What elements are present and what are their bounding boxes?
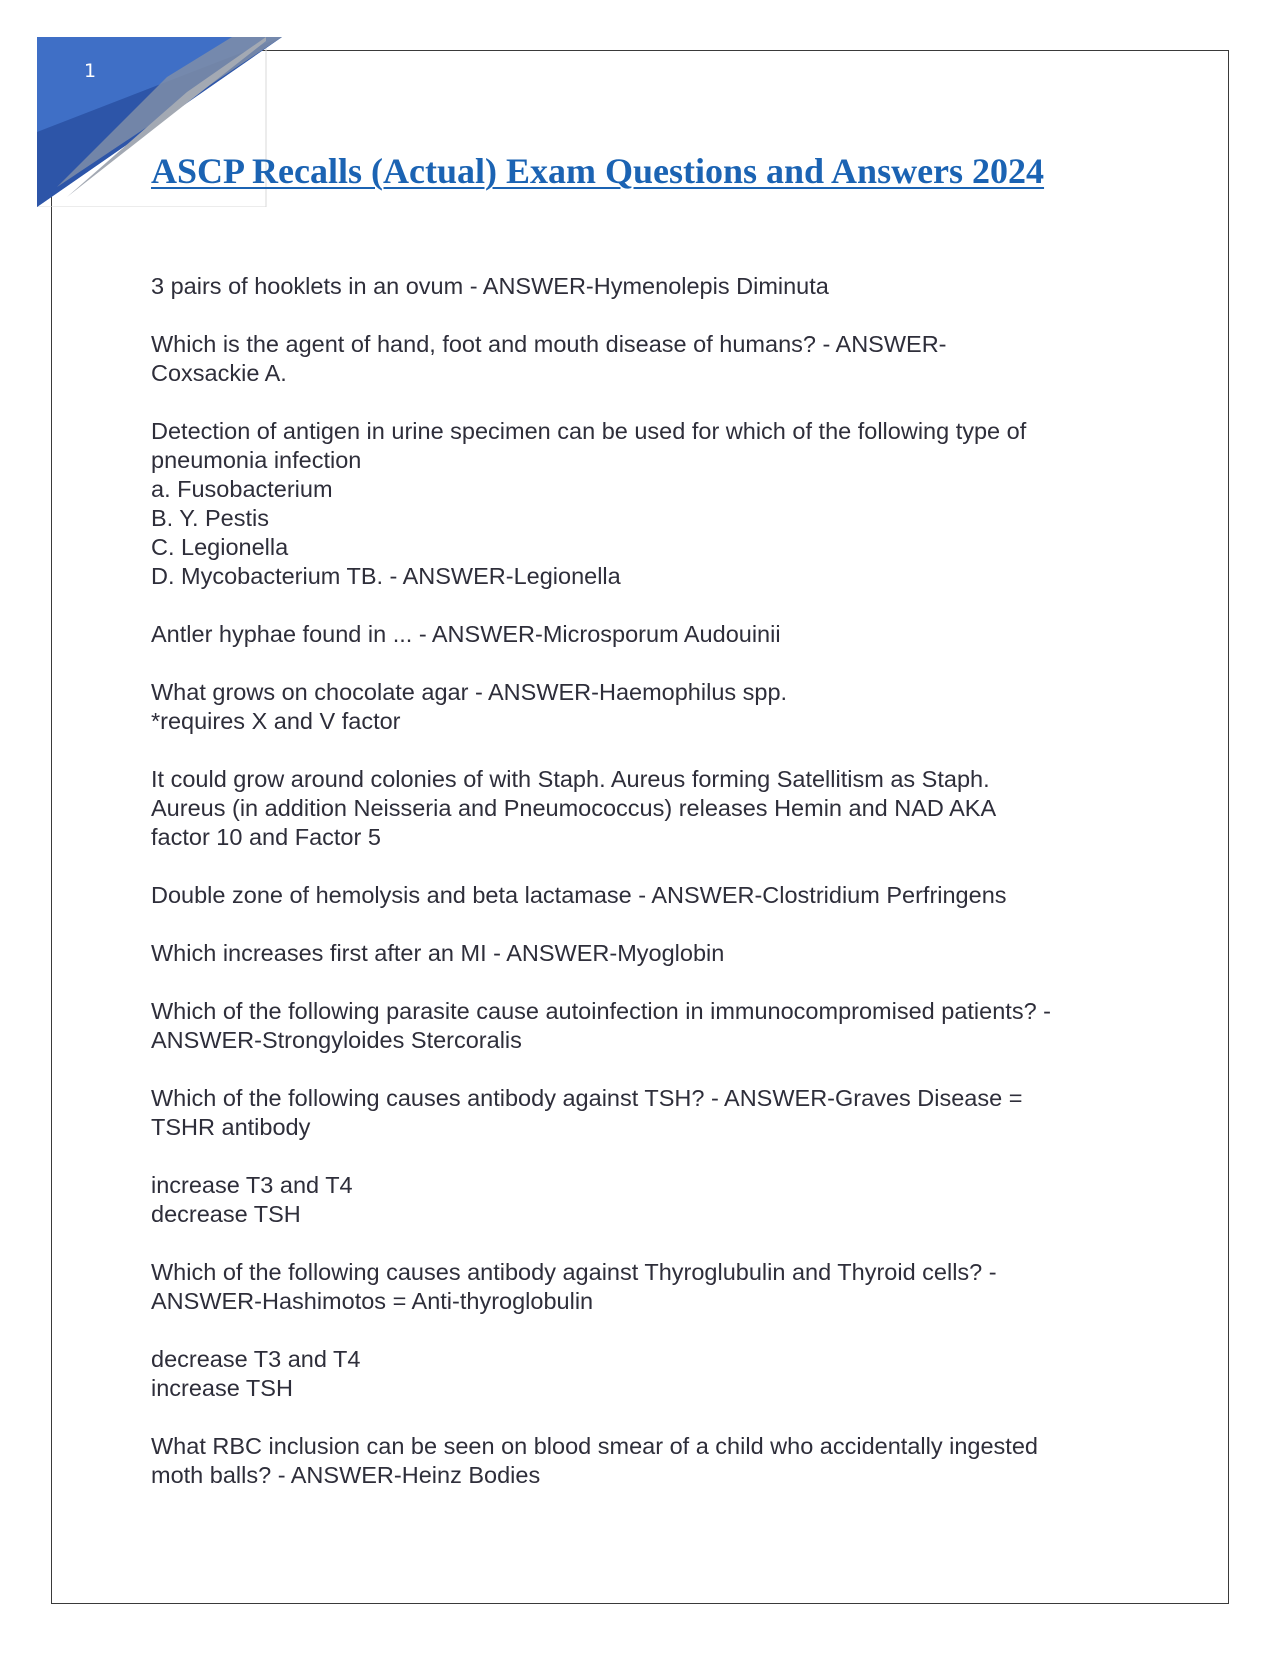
text-line: ANSWER-Strongyloides Stercoralis [151, 1027, 522, 1053]
qa-paragraph [151, 881, 1131, 910]
text-line: increase T3 and T4 [151, 1172, 353, 1198]
text-line: Which of the following causes antibody against TSH? - ANSWER-Graves Disease = [151, 1085, 1023, 1111]
text-line: Aureus (in addition Neisseria and Pneumococcus) releases Hemin and NAD AKA [151, 795, 997, 821]
text-line: D. Mycobacterium TB. - ANSWER-Legionella [151, 563, 621, 589]
text-line: 3 pairs of hooklets in an ovum - ANSWER-Hymenolepis Diminuta [151, 273, 829, 299]
qa-paragraph [151, 1258, 1131, 1316]
qa-paragraph [151, 1084, 1131, 1142]
qa-paragraph [151, 272, 1131, 301]
text-line: Which increases first after an MI - ANSWER-Myoglobin [151, 940, 725, 966]
text-line: B. Y. Pestis [151, 505, 270, 531]
document-body [151, 272, 1131, 1519]
qa-paragraph [151, 765, 1131, 852]
qa-paragraph [151, 939, 1131, 968]
text-line: Double zone of hemolysis and beta lactamase - ANSWER-Clostridium Perfringens [151, 882, 1007, 908]
text-line: factor 10 and Factor 5 [151, 824, 381, 850]
page-number: 1 [84, 60, 97, 82]
qa-paragraph [151, 417, 1131, 591]
qa-paragraph [151, 997, 1131, 1055]
text-line: *requires X and V factor [151, 708, 401, 734]
text-line: Coxsackie A. [151, 360, 287, 386]
text-line: moth balls? - ANSWER-Heinz Bodies [151, 1462, 541, 1488]
text-line: It could grow around colonies of with Staph. Aureus forming Satellitism as Staph. [151, 766, 990, 792]
qa-paragraph [151, 1345, 1131, 1403]
text-line: What RBC inclusion can be seen on blood smear of a child who accidentally ingested [151, 1433, 1038, 1459]
qa-paragraph [151, 1432, 1131, 1490]
text-line: What grows on chocolate agar - ANSWER-Haemophilus spp. [151, 679, 788, 705]
qa-paragraph [151, 1171, 1131, 1229]
text-line: Detection of antigen in urine specimen can be used for which of the following type of [151, 418, 1027, 444]
text-line: TSHR antibody [151, 1114, 311, 1140]
text-line: increase TSH [151, 1375, 293, 1401]
text-line: pneumonia infection [151, 447, 362, 473]
qa-paragraph [151, 620, 1131, 649]
text-line: decrease T3 and T4 [151, 1346, 361, 1372]
text-line: Antler hyphae found in ... - ANSWER-Microsporum Audouinii [151, 621, 781, 647]
qa-paragraph [151, 330, 1131, 388]
document-title[interactable]: ASCP Recalls (Actual) Exam Questions and Answers 2024 [151, 151, 1045, 191]
qa-paragraph [151, 678, 1131, 736]
text-line: ANSWER-Hashimotos = Anti-thyroglobulin [151, 1288, 594, 1314]
text-line: Which is the agent of hand, foot and mouth disease of humans? - ANSWER- [151, 331, 947, 357]
text-line: Which of the following parasite cause autoinfection in immunocompromised patients? - [151, 998, 1051, 1024]
text-line: Which of the following causes antibody against Thyroglubulin and Thyroid cells? - [151, 1259, 997, 1285]
text-line: C. Legionella [151, 534, 289, 560]
text-line: a. Fusobacterium [151, 476, 333, 502]
text-line: decrease TSH [151, 1201, 301, 1227]
